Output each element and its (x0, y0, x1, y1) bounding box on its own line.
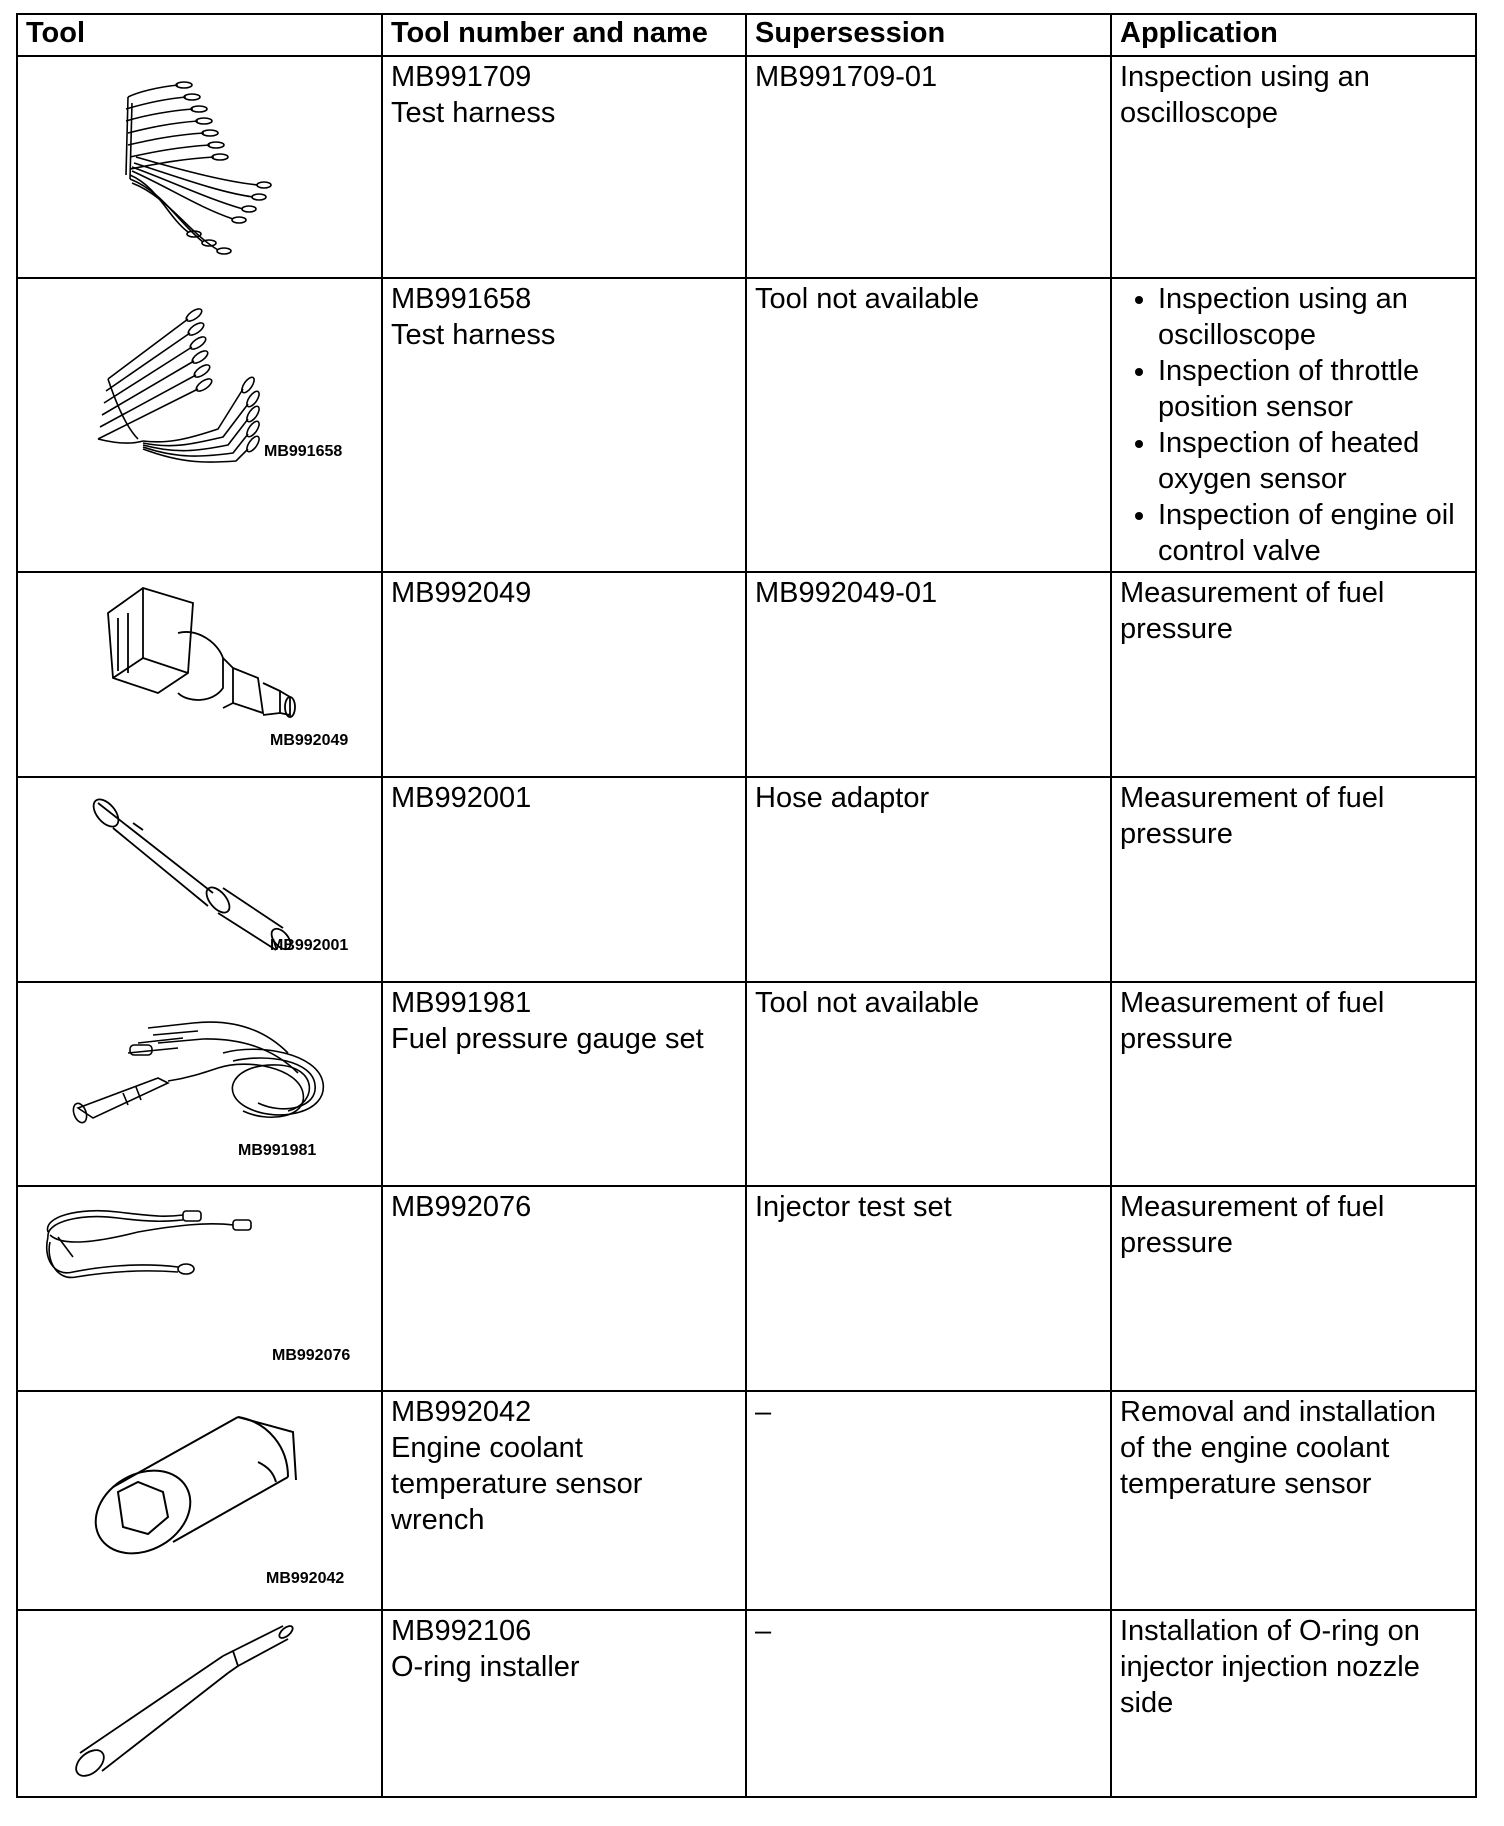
table-row (17, 1186, 1476, 1391)
image-caption: MB991658 (264, 443, 343, 460)
tool-name: Test harness (391, 97, 556, 129)
application-cell: Removal and installation of the engine coolant temperature sensor (1111, 1391, 1476, 1610)
supersession-cell: Tool not available (746, 982, 1111, 1186)
tool-number: MB991981 (391, 987, 532, 1019)
image-caption: MB992076 (272, 1347, 351, 1364)
application-list (1120, 281, 1467, 569)
table-row (17, 1391, 1476, 1610)
list-item: • Inspection of throttle position sensor (1158, 353, 1467, 425)
table-row (17, 1610, 1476, 1797)
tool-number-name-cell (382, 777, 746, 982)
tool-name: Fuel pressure gauge set (391, 1023, 704, 1055)
application-cell: Measurement of fuel pressure (1111, 777, 1476, 982)
supersession-cell: Tool not available (746, 278, 1111, 572)
tool-number: MB991658 (391, 283, 532, 315)
image-caption: MB992001 (270, 937, 349, 954)
tool-number: MB992042 (391, 1396, 532, 1428)
header-row (17, 14, 1476, 56)
tool-number-name-cell (382, 278, 746, 572)
tool-name: Test harness (391, 319, 556, 351)
tool-name: O-ring installer (391, 1651, 580, 1683)
supersession-cell: – (746, 1610, 1111, 1797)
fuel-pressure-gauge-set-illustration (18, 983, 381, 1185)
tool-image-cell (17, 1610, 382, 1797)
supersession-cell: MB992049-01 (746, 572, 1111, 777)
header-tool: Tool (17, 14, 382, 56)
header-number-name: Tool number and name (382, 14, 746, 56)
tool-image-cell (17, 56, 382, 278)
application-cell: Inspection using an oscilloscope (1111, 56, 1476, 278)
application-cell: Installation of O-ring on injector injection nozzle side (1111, 1610, 1476, 1797)
supersession-cell: MB991709-01 (746, 56, 1111, 278)
special-tools-table (16, 13, 1477, 1798)
tool-number-name-cell (382, 1610, 746, 1797)
tool-image-cell (17, 777, 382, 982)
tool-image-cell (17, 572, 382, 777)
table-row (17, 982, 1476, 1186)
tool-image-cell (17, 1186, 382, 1391)
header-application: Application (1111, 14, 1476, 56)
table-row (17, 278, 1476, 572)
tool-number: MB992001 (391, 782, 532, 814)
tool-number-name-cell (382, 982, 746, 1186)
application-cell: Measurement of fuel pressure (1111, 982, 1476, 1186)
application-cell (1111, 278, 1476, 572)
image-caption: MB991981 (238, 1142, 317, 1159)
table-row (17, 777, 1476, 982)
list-item: • Inspection of heated oxygen sensor (1158, 425, 1467, 497)
o-ring-installer-illustration (18, 1611, 381, 1796)
image-caption: MB992042 (266, 1570, 345, 1587)
list-item: • Inspection using an oscilloscope (1158, 281, 1467, 353)
test-harness-illustration (18, 279, 381, 571)
supersession-cell: – (746, 1391, 1111, 1610)
tool-number-name-cell (382, 572, 746, 777)
table-row (17, 572, 1476, 777)
tool-number: MB992049 (391, 577, 532, 609)
header-supersession: Supersession (746, 14, 1111, 56)
application-cell: Measurement of fuel pressure (1111, 1186, 1476, 1391)
application-cell: Measurement of fuel pressure (1111, 572, 1476, 777)
tool-name: Engine coolant temperature sensor wrench (391, 1432, 643, 1536)
test-harness-illustration (18, 57, 381, 277)
supersession-cell: Hose adaptor (746, 777, 1111, 982)
list-item: • Inspection of engine oil control valve (1158, 497, 1467, 569)
tool-image-cell (17, 278, 382, 572)
table-row (17, 56, 1476, 278)
tool-image-cell (17, 1391, 382, 1610)
tool-number: MB991709 (391, 61, 532, 93)
tool-number-name-cell (382, 56, 746, 278)
tool-number-name-cell (382, 1391, 746, 1610)
tool-image-cell (17, 982, 382, 1186)
tool-number: MB992106 (391, 1615, 532, 1647)
supersession-cell: Injector test set (746, 1186, 1111, 1391)
tool-number: MB992076 (391, 1191, 532, 1223)
tool-number-name-cell (382, 1186, 746, 1391)
image-caption: MB992049 (270, 732, 349, 749)
